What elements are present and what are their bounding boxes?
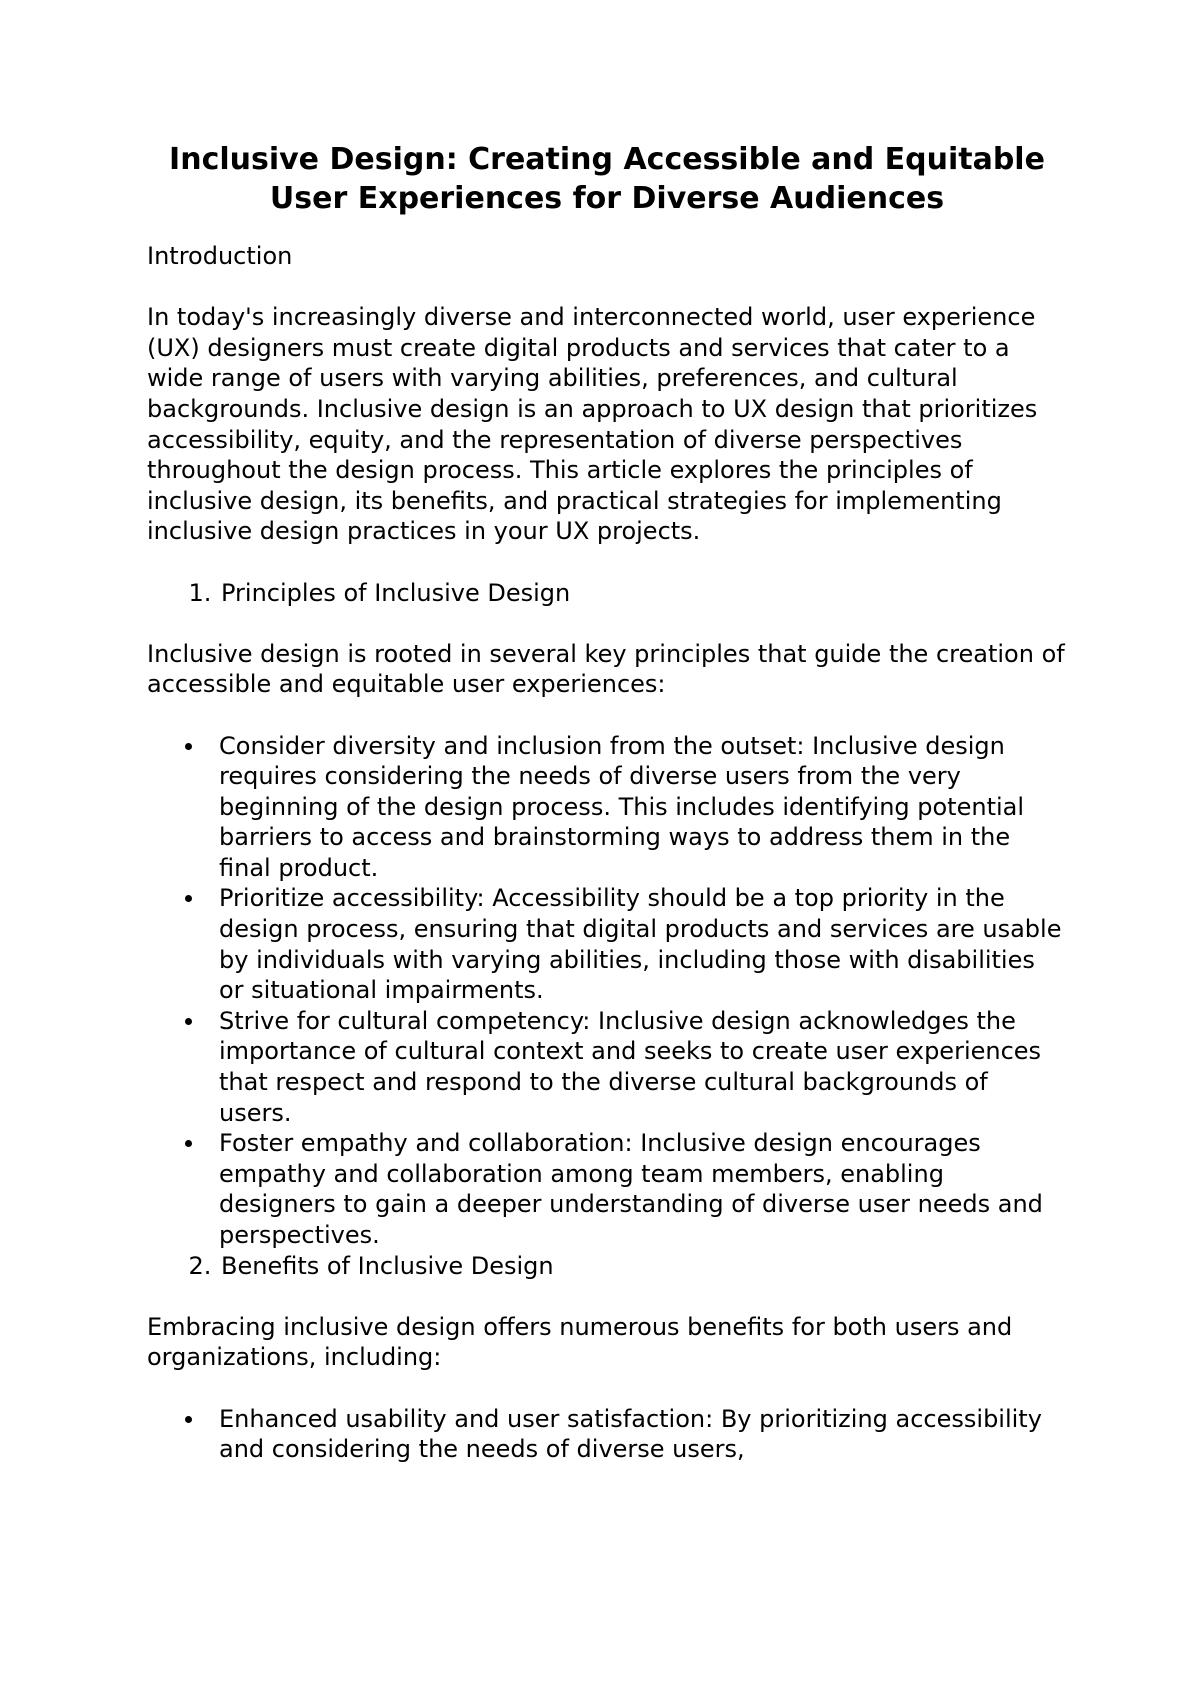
benefits-bullet-list [147, 1404, 1067, 1465]
list-item: Foster empathy and collaboration: Inclusive design encourages empathy and collaboration among team members, enabling designers to gain a deeper understanding of diverse user needs and perspectives. [219, 1128, 1067, 1250]
intro-paragraph: In today's increasingly diverse and interconnected world, user experience (UX) designers must create digital products and services that cater to a wide range of users with varying abilities, preferences, and cultural backgrounds. Inclusive design is an approach to UX design that prioritizes accessibility, equity, and the representation of diverse perspectives throughout the design process. This article explores the principles of inclusive design, its benefits, and practical strategies for implementing inclusive design practices in your UX projects. [147, 303, 1038, 546]
list-item: Consider diversity and inclusion from the outset: Inclusive design requires considering the needs of diverse users from the very beginning of the design process. This includes identifying potential barriers to access and brainstorming ways to address them in the final product. [219, 731, 1067, 884]
section2-intro: Embracing inclusive design offers numerous benefits for both users and organizations, including: [147, 1312, 1013, 1372]
principles-bullet-list [147, 731, 1067, 1251]
section-list-2 [147, 1251, 1067, 1282]
section-heading-benefits: 2. Benefits of Inclusive Design [219, 1251, 1067, 1282]
document-page [147, 140, 1067, 1465]
section-heading-principles: 1. Principles of Inclusive Design [219, 578, 1067, 609]
section1-intro: Inclusive design is rooted in several key principles that guide the creation of accessible and equitable user experiences: [147, 639, 1065, 699]
section-list-1 [147, 578, 1067, 609]
list-item: Enhanced usability and user satisfaction: By prioritizing accessibility and considering the needs of diverse users, [219, 1404, 1067, 1465]
list-item: Prioritize accessibility: Accessibility should be a top priority in the design process, ensuring that digital products and services are usable by individuals with varying abilities, including those with disabilities or situational impairments. [219, 883, 1067, 1005]
intro-heading: Introduction [147, 242, 293, 270]
list-item: Strive for cultural competency: Inclusive design acknowledges the importance of cultural context and seeks to create user experiences that respect and respond to the diverse cultural backgrounds of users. [219, 1006, 1067, 1128]
document-title: Inclusive Design: Creating Accessible and Equitable User Experiences for Diverse Audiences [169, 142, 1045, 216]
